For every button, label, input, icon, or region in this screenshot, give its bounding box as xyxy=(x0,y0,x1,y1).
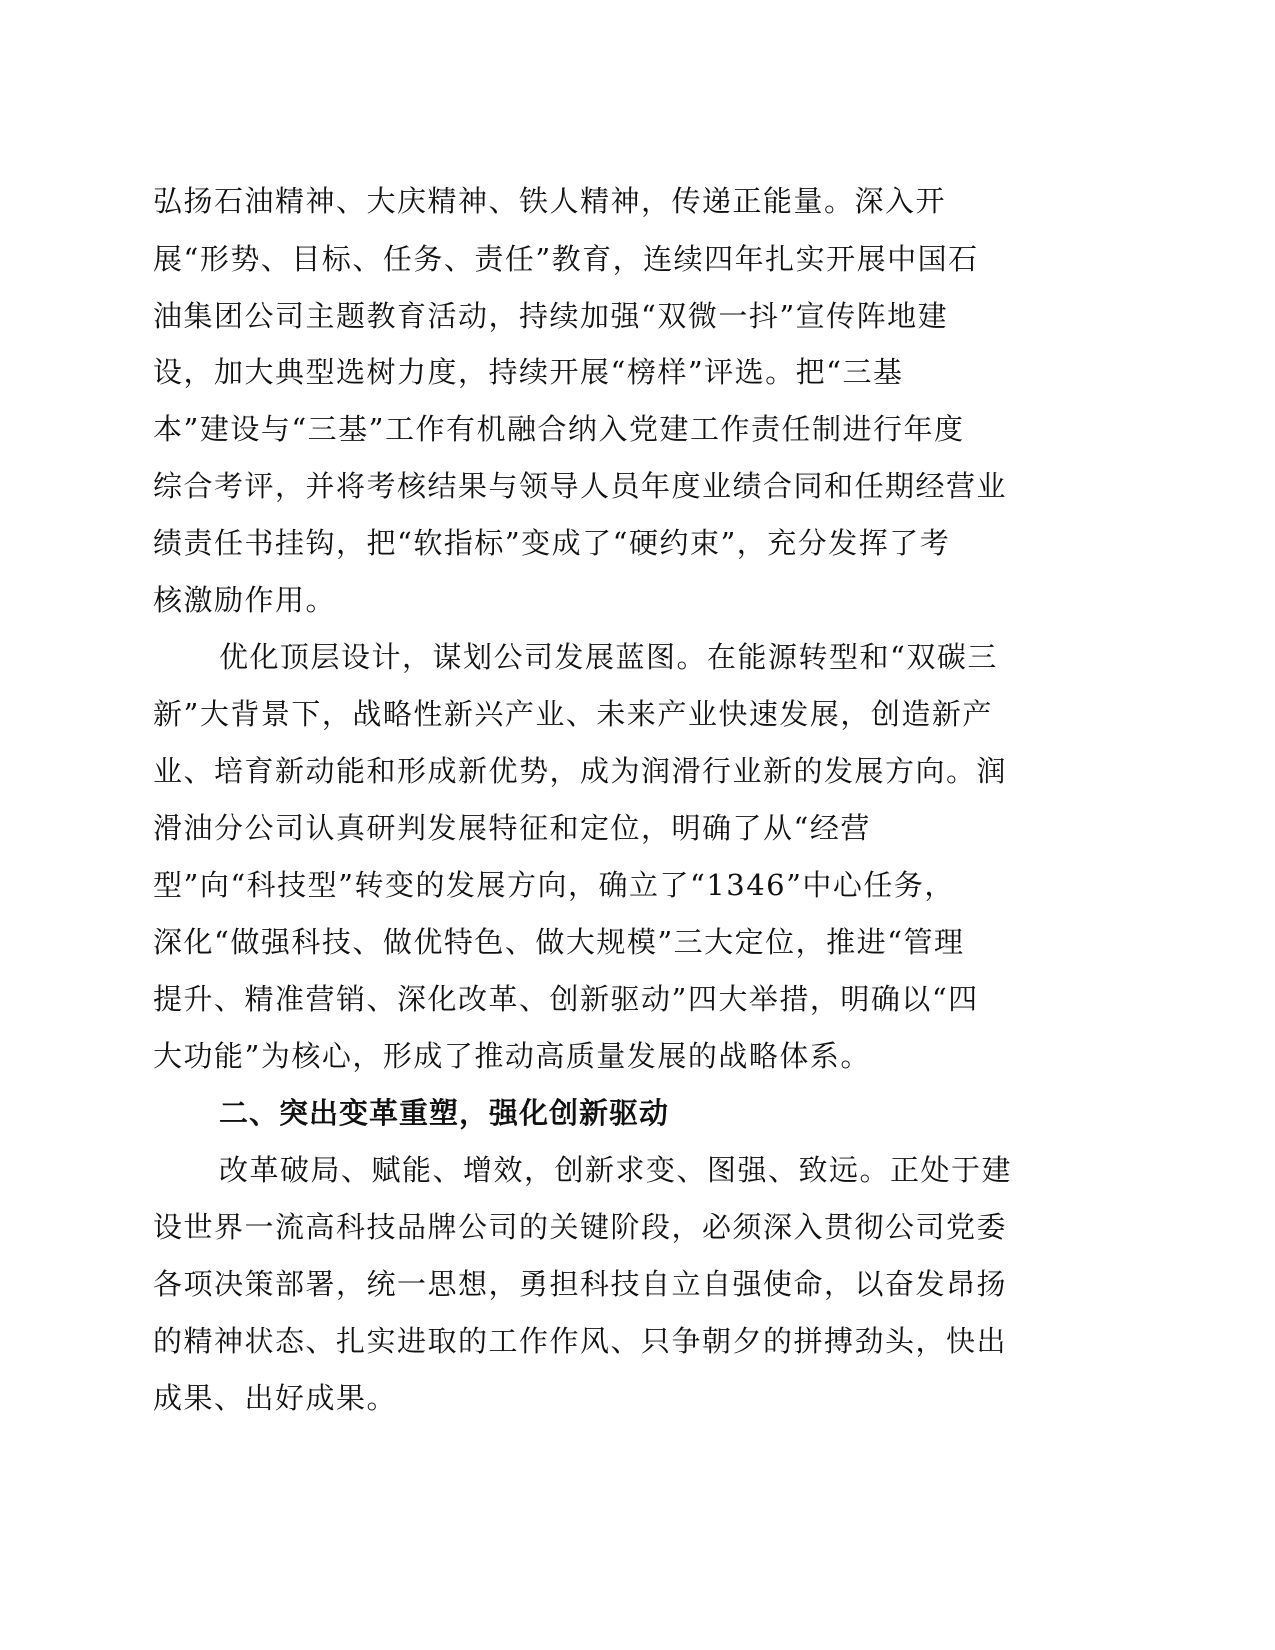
text-line: 核激励作用。 xyxy=(153,583,337,617)
text-line: 绩责任书挂钩，把“软指标”变成了“硬约束”，充分发挥了考 xyxy=(153,526,951,560)
text-line: 油集团公司主题教育活动，持续加强“双微一抖”宣传阵地建 xyxy=(153,299,949,333)
text-line: 弘扬石油精神、大庆精神、铁人精神，传递正能量。深入开 xyxy=(153,184,947,218)
paragraph-start-line: 优化顶层设计，谋划公司发展蓝图。在能源转型和“双碳三 xyxy=(219,640,998,674)
text-line: 深化“做强科技、做优特色、做大规模”三大定位，推进“管理 xyxy=(153,925,965,959)
text-line: 新”大背景下，战略性新兴产业、未来产业快速发展，创造新产 xyxy=(153,697,993,731)
text-line: 滑油分公司认真研判发展特征和定位，明确了从“经营 xyxy=(153,811,871,845)
text-line: 展“形势、目标、任务、责任”教育，连续四年扎实开展中国石 xyxy=(153,242,979,276)
text-line: 成果、出好成果。 xyxy=(153,1381,398,1415)
text-line: 本”建设与“三基”工作有机融合纳入党建工作责任制进行年度 xyxy=(153,412,965,446)
text-line: 各项决策部署，统一思想，勇担科技自立自强使命，以奋发昂扬 xyxy=(153,1267,1008,1301)
text-line: 提升、精准营销、深化改革、创新驱动”四大举措，明确以“四 xyxy=(153,982,979,1016)
text-line: 综合考评，并将考核结果与领导人员年度业绩合同和任期经营业 xyxy=(153,469,1008,503)
paragraph-start-line: 改革破局、赋能、增效，创新求变、图强、致远。正处于建 xyxy=(219,1153,1013,1187)
text-line: 的精神状态、扎实进取的工作作风、只争朝夕的拼搏劲头，快出 xyxy=(153,1324,1008,1358)
section-heading: 二、突出变革重塑，强化创新驱动 xyxy=(219,1096,670,1130)
text-line: 设，加大典型选树力度，持续开展“榜样”评选。把“三基 xyxy=(153,355,904,389)
text-line: 业、培育新动能和形成新优势，成为润滑行业新的发展方向。润 xyxy=(153,754,1008,788)
text-line: 型”向“科技型”转变的发展方向，确立了“1346”中心任务， xyxy=(153,868,955,902)
text-line: 大功能”为核心，形成了推动高质量发展的战略体系。 xyxy=(153,1039,871,1073)
text-line: 设世界一流高科技品牌公司的关键阶段，必须深入贯彻公司党委 xyxy=(153,1210,1008,1244)
